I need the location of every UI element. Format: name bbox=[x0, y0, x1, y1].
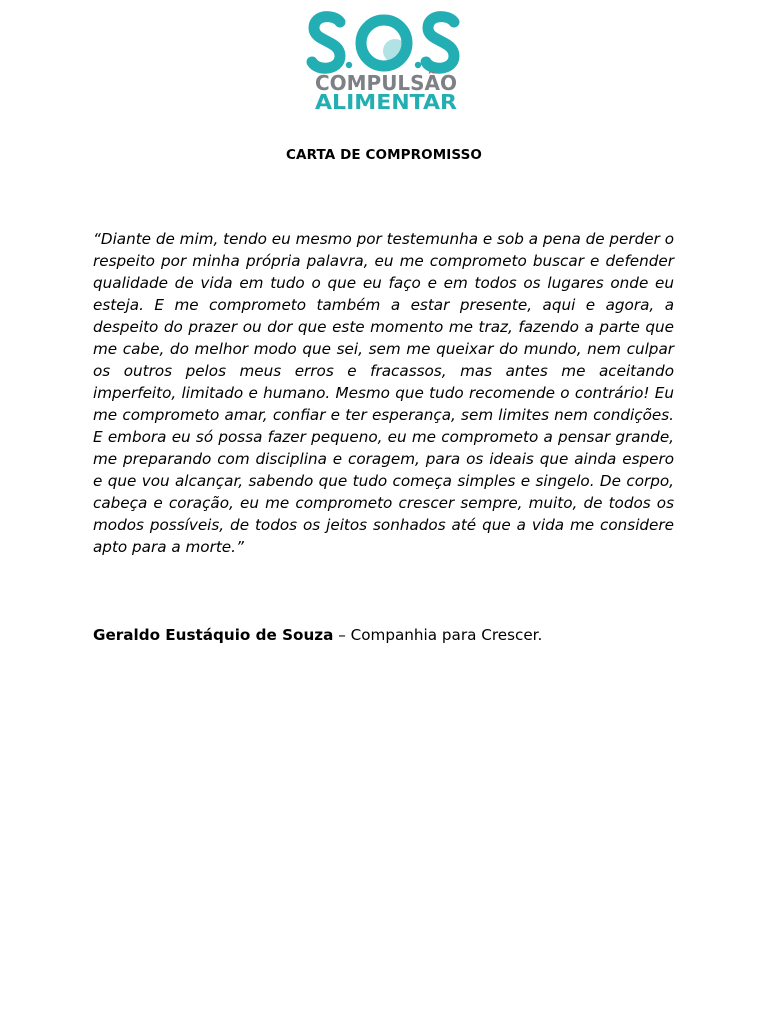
signature-organization: – Companhia para Crescer. bbox=[333, 626, 543, 644]
logo-line-alimentar: ALIMENTAR bbox=[315, 90, 457, 112]
signature-line bbox=[93, 624, 674, 646]
document-title: CARTA DE COMPROMISSO bbox=[286, 147, 482, 163]
signature-author: Geraldo Eustáquio de Souza bbox=[93, 626, 334, 644]
sos-letters bbox=[312, 17, 454, 69]
logo-graphic bbox=[300, 8, 470, 112]
commitment-quote: “Diante de mim, tendo eu mesmo por testemunha e sob a pena de perder o respeito por minha própria palavra, eu me comprometo buscar e defender qualidade de vida em tudo o que eu faço e em todos os lugares onde eu esteja. E me comprometo também a estar presente, aqui e agora, a despeito do prazer ou dor que este momento me traz, fazendo a parte que me cabe, do melhor modo que sei, sem me queixar do mundo, nem culpar os outros pelos meus erros e fracassos, mas antes me aceitando imperfeito, limitado e humano. Mesmo que tudo recomende o contrário! Eu me comprometo amar, confiar e ter esperança, sem limites nem condições. E embora eu só possa fazer pequeno, eu me comprometo a pensar grande, me preparando com disciplina e coragem, para os ideais que ainda espero e que vou alcançar, sabendo que tudo começa simples e singelo. De corpo, cabeça e coração, eu me comprometo crescer sempre, muito, de todos os modos possíveis, de todos os jeitos sonhados até que a vida me considere apto para a morte.” bbox=[93, 230, 674, 556]
logo-line-compulsao: COMPULSÃO bbox=[315, 71, 457, 95]
sos-compulsao-alimentar-logo bbox=[300, 8, 470, 112]
